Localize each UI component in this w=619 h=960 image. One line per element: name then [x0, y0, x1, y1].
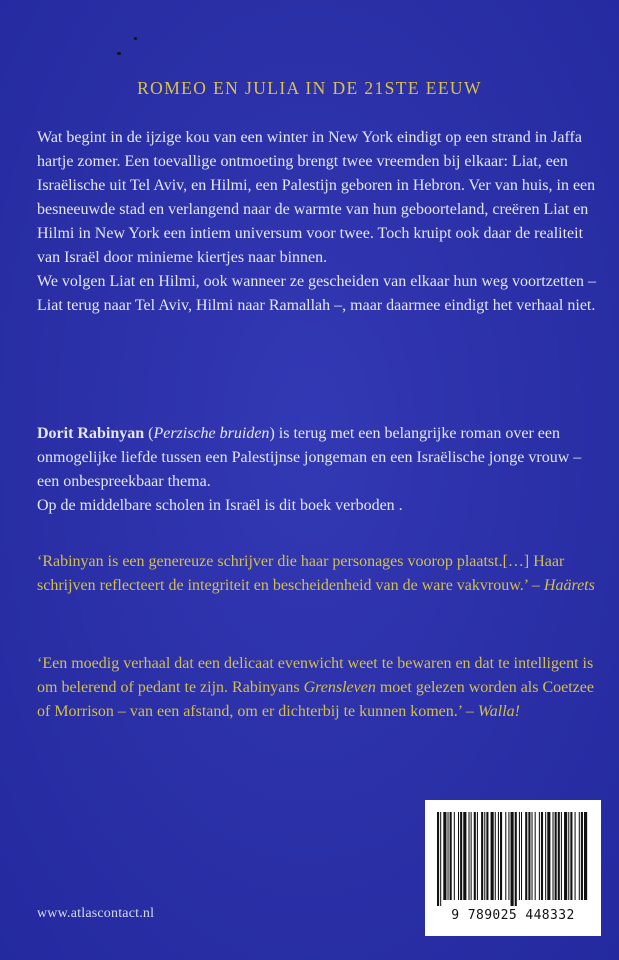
- review-quote-1: [37, 550, 602, 598]
- barcode-bar: [484, 812, 485, 900]
- barcode-bar: [463, 812, 466, 900]
- barcode-bar: [498, 812, 499, 900]
- barcode-bar: [477, 812, 478, 900]
- review-quote-1-text: ‘Rabinyan is een genereuze schrijver die haar personages voorop plaatst.[…] Haar schrijven reflecteert de integriteit en bescheidenheid van de ware vakvrouw.’ –: [37, 553, 565, 594]
- review-quote-2-text-b: moet gelezen worden als Coetzee of Morrison – van een afstand, om er dichterbij te kunnen komen.’ –: [37, 679, 594, 720]
- barcode-bar: [575, 812, 576, 900]
- synopsis-paragraph-2: We volgen Liat en Hilmi, ook wanneer ze gescheiden van elkaar hun weg voortzetten – Liat terug naar Tel Aviv, Hilmi naar Ramallah –, maar daarmee eindigt het verhaal niet.: [37, 273, 596, 314]
- barcode-bar: [515, 812, 517, 906]
- barcode-bar: [553, 812, 554, 900]
- print-speck: [134, 37, 137, 40]
- review-quote-2-text-a: ‘Een moedig verhaal dat een delicaat evenwicht weet te bewaren en dat te intelligent is om belerend of pedant te zijn. Rabinyans: [37, 655, 594, 696]
- barcode-bar: [584, 812, 587, 900]
- barcode-bar: [508, 812, 509, 900]
- barcode-bar: [505, 812, 506, 900]
- cover-headline: ROMEO EN JULIA IN DE 21STE EEUW: [137, 78, 482, 98]
- barcode-bar: [558, 812, 560, 900]
- barcode-bar: [495, 812, 496, 900]
- barcode-bar: [545, 812, 546, 900]
- author-paragraph-text: is terug met een belangrijke roman over een onmogelijke liefde tussen een Palestijnse jongeman en een Israëlische jonge vrouw – een onbespreekbaar thema.: [37, 425, 582, 490]
- barcode-bar: [481, 812, 483, 900]
- barcode-bar: [511, 812, 514, 906]
- review-quote-1-source: Haärets: [543, 577, 595, 594]
- barcode-bar: [528, 812, 530, 900]
- barcode-bar: [519, 812, 520, 900]
- banned-notice: Op de middelbare scholen in Israël is dit boek verboden .: [37, 497, 403, 514]
- barcode-bar: [535, 812, 536, 900]
- barcode-bar: [448, 812, 449, 900]
- barcode-bar: [443, 812, 446, 900]
- synopsis-block: [37, 126, 602, 318]
- barcode-bars: [435, 812, 591, 906]
- barcode-bar: [564, 812, 567, 900]
- barcode-bar: [458, 812, 459, 900]
- barcode-bar: [532, 812, 533, 900]
- barcode-bar: [454, 812, 455, 900]
- barcode-bar: [521, 812, 522, 900]
- barcode-bar: [570, 812, 572, 900]
- barcode-bar: [437, 812, 439, 906]
- barcode-bar: [568, 812, 569, 900]
- barcode-bar: [471, 812, 472, 900]
- barcode-bar: [555, 812, 557, 900]
- barcode-bar: [491, 812, 494, 900]
- barcode-bar: [561, 812, 562, 900]
- review-quote-2-source: Walla!: [477, 703, 520, 720]
- barcode-bar: [579, 812, 580, 900]
- author-block: [37, 422, 602, 518]
- barcode-bar: [581, 812, 583, 900]
- review-quote-2-book: Grensleven: [303, 679, 376, 696]
- review-quote-2: [37, 652, 602, 724]
- barcode-bar: [440, 812, 441, 906]
- isbn-number: 9 789025 448332: [451, 908, 575, 923]
- barcode-bar: [525, 812, 527, 900]
- barcode-bar: [486, 812, 488, 900]
- barcode-bar: [500, 812, 502, 900]
- synopsis-paragraph-1: Wat begint in de ijzige kou van een winter in New York eindigt op een strand in Jaffa hartje zomer. Een toevallige ontmoeting brengt twee vreemden bij elkaar: Liat, een Israëlische uit Tel Aviv, en Hilmi, een Palestijn geboren in Hebron. Ver van huis, in een besneeuwde stad en verlangend naar de warmte van hun geboorteland, creëren Liat en Hilmi in New York een intiem universum voor twee. Toch kruipt ook daar de realiteit van Israël door minieme kiertjes naar binnen.: [37, 129, 596, 266]
- barcode-bar: [450, 812, 452, 900]
- barcode-bar: [541, 812, 543, 900]
- publisher-website: www.atlascontact.nl: [37, 906, 155, 921]
- barcode-label: [425, 800, 601, 936]
- barcode-bar: [474, 812, 476, 900]
- barcode-bar: [460, 812, 462, 900]
- earlier-book-title: Perzische bruiden: [153, 425, 270, 442]
- print-speck: [117, 52, 121, 55]
- barcode-bar: [469, 812, 470, 900]
- barcode-bar: [547, 812, 550, 900]
- barcode-bar: [539, 812, 540, 900]
- author-name: Dorit Rabinyan: [37, 425, 145, 442]
- author-paragraph: Dorit Rabinyan (Perzische bruiden) is terug met een belangrijke roman over een onmogelijke liefde tussen een Palestijnse jongeman en een Israëlische jonge vrouw – een onbespreekbaar thema.: [37, 425, 582, 490]
